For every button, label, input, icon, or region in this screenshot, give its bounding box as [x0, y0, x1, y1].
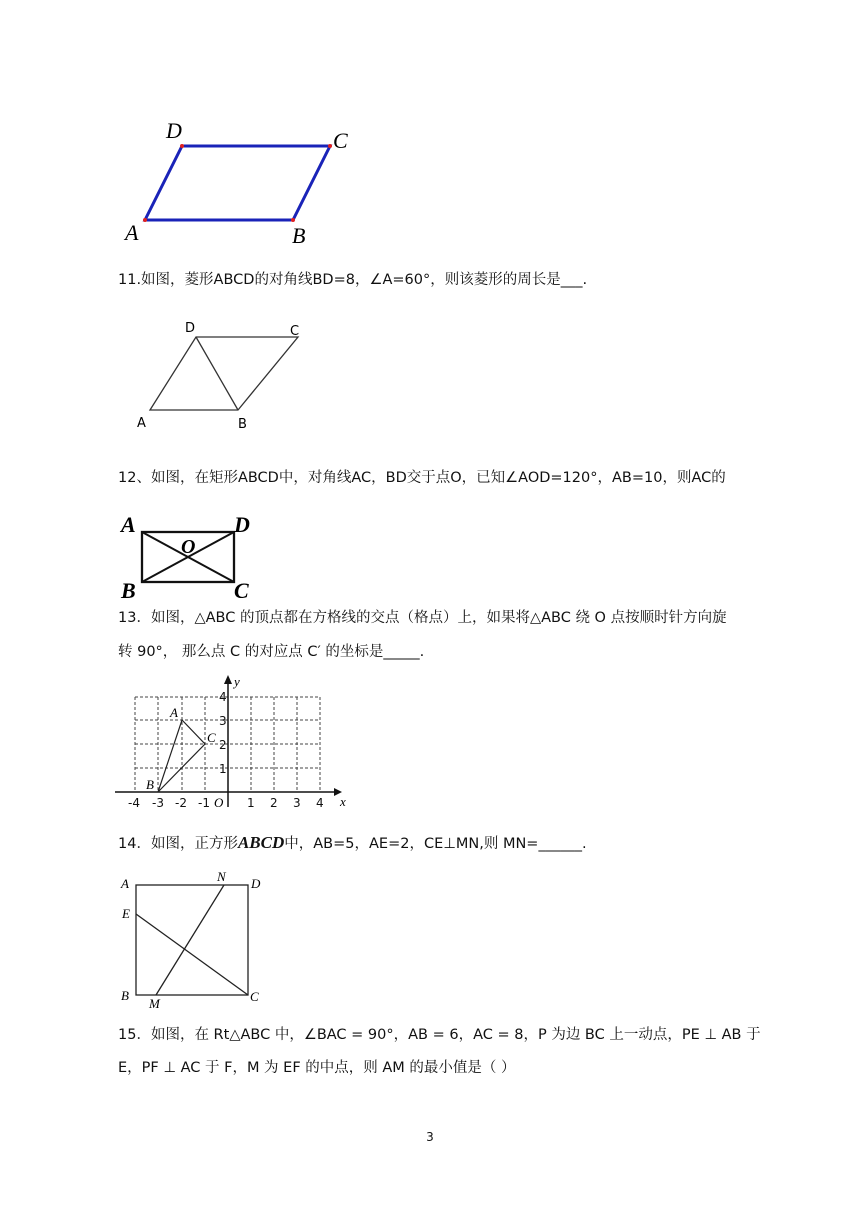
triangle-abc	[158, 720, 205, 792]
figure-rhombus	[130, 315, 310, 435]
label-x: x	[340, 794, 346, 809]
question-11: 11.如图，菱形ABCD的对角线BD=8，∠A=60°，则该菱形的周长是___.	[118, 272, 588, 288]
label-d: D	[251, 876, 261, 891]
question-14	[118, 833, 587, 854]
label-a: A	[121, 876, 129, 891]
x-tick: -4	[128, 796, 140, 810]
x-tick: 1	[247, 796, 255, 810]
question-13-line-2: 转 90°， 那么点 C 的对应点 C′ 的坐标是_____.	[118, 644, 425, 660]
y-axis-arrow	[224, 675, 232, 684]
x-tick: 3	[293, 796, 301, 810]
x-tick: 2	[270, 796, 278, 810]
diagonal-bd	[196, 337, 238, 410]
label-m: M	[149, 996, 160, 1011]
x-tick: -2	[175, 796, 187, 810]
label-d: D	[166, 118, 182, 143]
label-a: A	[125, 220, 139, 245]
label-a: A	[137, 416, 146, 431]
question-13-line-1: 13．如图，△ABC 的顶点都在方格线的交点（格点）上，如果将△ABC 绕 O 点按顺时针方向旋	[118, 610, 727, 626]
page-number: 3	[426, 1130, 434, 1144]
figure-parallelogram	[120, 115, 360, 250]
label-c: C	[250, 989, 259, 1004]
label-c: C	[290, 324, 300, 339]
label-a: A	[170, 705, 178, 720]
x-tick: -1	[198, 796, 210, 810]
label-b: B	[121, 988, 129, 1003]
label-b: B	[146, 777, 154, 792]
label-b: B	[121, 578, 136, 603]
label-c: C	[207, 730, 216, 745]
question-15-line-2: E，PF ⊥ AC 于 F，M 为 EF 的中点，则 AM 的最小值是（ ）	[118, 1060, 516, 1076]
x-tick: -3	[152, 796, 164, 810]
question-12: 12、如图，在矩形ABCD中，对角线AC，BD交于点O，已知∠AOD=120°，AB=10，则AC的	[118, 470, 726, 486]
rhombus-shape	[150, 337, 298, 410]
label-e: E	[122, 906, 130, 921]
question-15-line-1: 15．如图，在 Rt△ABC 中，∠BAC = 90°，AB = 6，AC = 8，P 为边 BC 上一动点，PE ⊥ AB 于	[118, 1027, 761, 1043]
label-y: y	[234, 674, 240, 689]
label-d: D	[185, 321, 196, 336]
y-tick: 2	[219, 738, 227, 752]
segment-mn	[156, 885, 224, 995]
square-shape	[136, 885, 248, 995]
label-a: A	[121, 512, 136, 537]
label-b: B	[238, 417, 247, 432]
y-tick-labels	[219, 690, 227, 776]
figure-rectangle	[115, 510, 265, 602]
label-origin: O	[214, 795, 224, 810]
figure-coordinate-grid	[110, 672, 360, 812]
parallelogram-shape	[145, 146, 330, 220]
label-d: D	[234, 512, 250, 537]
question-14-prefix: 14．如图，正方形	[118, 836, 238, 852]
label-o: O	[181, 536, 196, 558]
segment-ce	[136, 914, 248, 995]
y-tick: 1	[219, 762, 227, 776]
question-14-suffix: 中，AB=5，AE=2，CE⊥MN,则 MN=______.	[284, 836, 587, 852]
label-c: C	[333, 128, 348, 153]
x-tick-labels	[128, 796, 324, 810]
label-n: N	[217, 869, 226, 884]
question-14-abcd: ABCD	[237, 833, 285, 852]
x-tick: 4	[316, 796, 324, 810]
label-b: B	[292, 223, 306, 248]
label-c: C	[234, 578, 249, 603]
y-tick: 4	[219, 690, 227, 704]
figure-square	[115, 868, 275, 1013]
y-tick: 3	[219, 714, 227, 728]
